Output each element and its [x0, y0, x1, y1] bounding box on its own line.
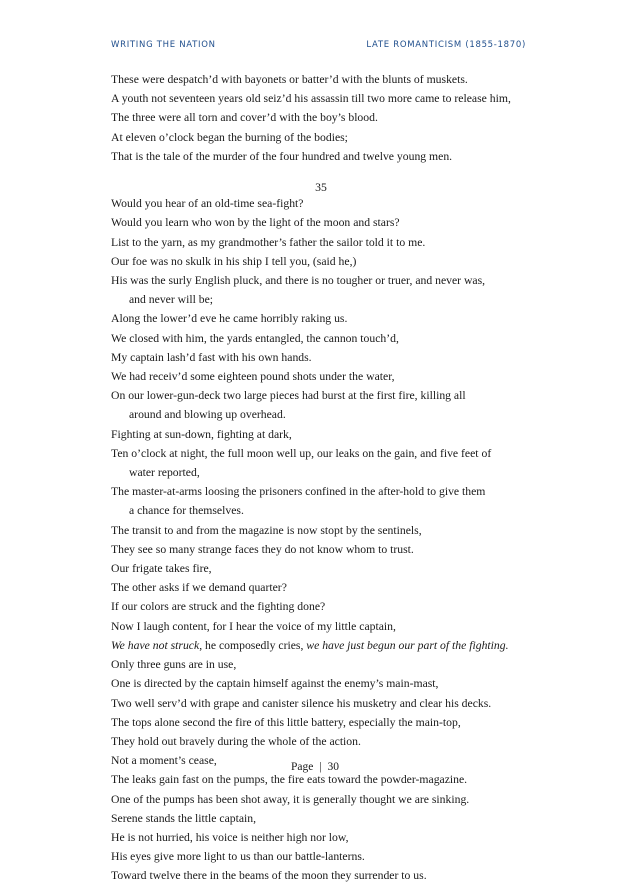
poem-line: Now I laugh content, for I hear the voice of my little captain, [111, 619, 396, 633]
poem-line-continuation: around and blowing up overhead. [129, 408, 286, 422]
poem-line: At eleven o’clock began the burning of the bodies; [111, 130, 348, 144]
poem-line: Only three guns are in use, [111, 658, 237, 672]
poem-line: Serene stands the little captain, [111, 811, 257, 825]
poem-line: The other asks if we demand quarter? [111, 581, 287, 595]
poem-line-continuation: water reported, [129, 466, 200, 480]
italic-phrase: We have not struck [111, 638, 200, 652]
poem-line: Not a moment’s cease, [111, 754, 217, 768]
poem-line: These were despatch’d with bayonets or batter’d with the blunts of muskets. [111, 73, 468, 86]
poem-line: The leaks gain fast on the pumps, the fire eats toward the powder-magazine. [111, 773, 468, 787]
section-number: 35 [315, 181, 327, 195]
poem-line: He is not hurried, his voice is neither high nor low, [111, 830, 349, 844]
footer-separator: | [319, 761, 322, 773]
stanza-1 [111, 70, 531, 166]
poem-line: Along the lower’d eve he came horribly raking us. [111, 312, 348, 326]
poem-line: His was the surly English pluck, and there is no tougher or truer, and never was, [111, 274, 486, 288]
poem-line: List to the yarn, as my grandmother’s father the sailor told it to me. [111, 235, 426, 249]
poem-line: Ten o’clock at night, the full moon well up, our leaks on the gain, and five feet of [111, 446, 492, 460]
header-left: WRITING THE NATION [111, 40, 216, 50]
poem-line: If our colors are struck and the fighting done? [111, 600, 326, 614]
poem-line: Would you hear of an old-time sea-fight? [111, 197, 304, 211]
stanza-2 [111, 194, 531, 885]
poem-line: One is directed by the captain himself against the enemy’s main-mast, [111, 677, 439, 691]
footer-label: Page [291, 761, 314, 773]
poem-line: The master-at-arms loosing the prisoners confined in the after-hold to give them [111, 485, 486, 499]
poem-line: My captain lash’d fast with his own hands. [111, 350, 312, 364]
poem-line: That is the tale of the murder of the four hundred and twelve young men. [111, 149, 453, 163]
poem-line: Toward twelve there in the beams of the moon they surrender to us. [111, 869, 427, 883]
plain-phrase: , he composedly cries, [199, 638, 307, 652]
poem-line: One of the pumps has been shot away, it is generally thought we are sinking. [111, 792, 470, 806]
poem-line: A youth not seventeen years old seiz’d his assassin till two more came to release him, [111, 92, 511, 106]
poem-line-continuation: and never will be; [129, 293, 214, 307]
poem-line: They see so many strange faces they do not know whom to trust. [111, 542, 414, 556]
header-right: LATE ROMANTICISM (1855-1870) [366, 40, 526, 50]
poem-line: His eyes give more light to us than our battle-lanterns. [111, 850, 365, 864]
poem-line: The tops alone second the fire of this little battery, especially the main-top, [111, 715, 461, 729]
poem-line: The three were all torn and cover’d with the boy’s blood. [111, 111, 378, 125]
poem-line: They hold out bravely during the whole of the action. [111, 734, 361, 748]
italic-phrase: we have just begun our part of the fighting. [306, 638, 509, 652]
poem-line: Would you learn who won by the light of the moon and stars? [111, 216, 400, 230]
poem-line: Fighting at sun-down, fighting at dark, [111, 427, 292, 441]
page-number: 30 [327, 761, 339, 773]
running-header [111, 40, 526, 50]
poem-line: On our lower-gun-deck two large pieces had burst at the first fire, killing all [111, 389, 466, 403]
poem-line: We had receiv’d some eighteen pound shots under the water, [111, 370, 395, 384]
poem-line: Our frigate takes fire, [111, 562, 212, 576]
poem-line: We closed with him, the yards entangled, the cannon touch’d, [111, 331, 399, 345]
poem-line: The transit to and from the magazine is now stopt by the sentinels, [111, 523, 422, 537]
poem-line [111, 636, 531, 655]
poem-line: Our foe was no skulk in his ship I tell you, (said he,) [111, 254, 357, 268]
page-footer [0, 761, 630, 773]
poem-line-continuation: a chance for themselves. [129, 504, 244, 518]
poem-line: Two well serv’d with grape and canister silence his musketry and clear his decks. [111, 696, 492, 710]
